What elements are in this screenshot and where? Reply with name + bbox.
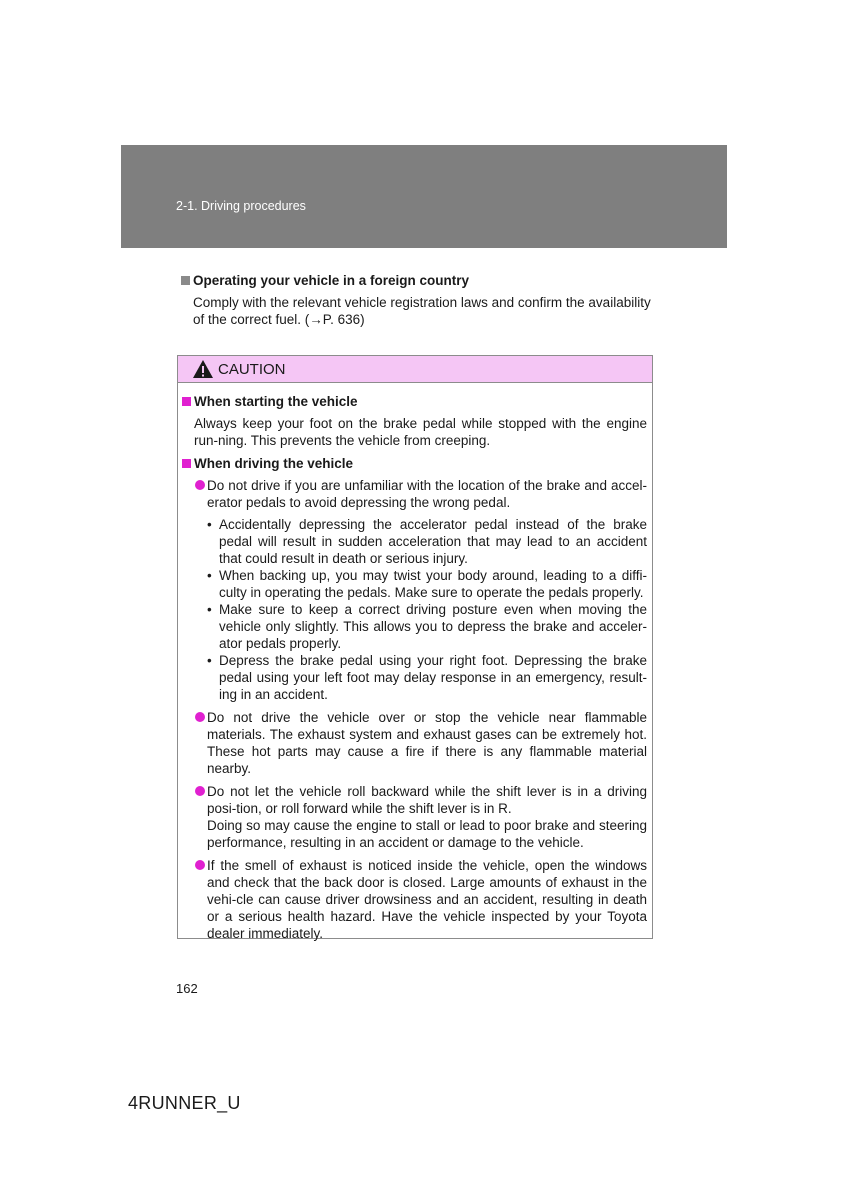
sub-list-item (207, 601, 647, 652)
bullet-text: Do not drive if you are unfamiliar with the location of the brake and accel-erator pedals to avoid depressing the wrong pedal. (207, 478, 647, 510)
dot-icon: • (207, 602, 212, 617)
starting-heading-text: When starting the vehicle (194, 394, 358, 409)
circle-bullet-icon (195, 786, 205, 796)
circle-bullet-icon (195, 712, 205, 722)
dot-icon: • (207, 653, 212, 668)
section-heading (181, 272, 651, 289)
document-code: 4RUNNER_U (128, 1093, 241, 1113)
circle-bullet-icon (195, 480, 205, 490)
bullet-text-continued: Doing so may cause the engine to stall or lead to poor brake and steering performance, resulting in an accident or damage to the vehicle. (207, 818, 647, 850)
driving-heading (182, 455, 647, 472)
caution-content (178, 383, 652, 942)
bullet-text: If the smell of exhaust is noticed inside the vehicle, open the windows and check that the back door is closed. Large amounts of exhaust in the vehi-cle can cause driver drowsiness and an accident, resulting in death or a serious health hazard. Have the vehicle inspected by your Toyota dealer immediately. (207, 858, 647, 941)
bullet-text: Do not let the vehicle roll backward while the shift lever is in a driving posi-tion, or roll forward while the shift lever is in R. (207, 784, 647, 816)
list-item (194, 709, 647, 777)
section-label: 2-1. Driving procedures (176, 199, 306, 213)
page-number: 162 (176, 981, 198, 996)
section-heading-text: Operating your vehicle in a foreign country (193, 273, 470, 288)
sub-list-item (207, 516, 647, 567)
header-band (121, 145, 727, 248)
sub-bullet-text: When backing up, you may twist your body around, leading to a diffi-culty in operating the pedals. Make sure to operate the pedals properly. (219, 568, 647, 600)
starting-body: Always keep your foot on the brake pedal while stopped with the engine run-ning. This prevents the vehicle from creeping. (194, 416, 647, 448)
square-bullet-icon (182, 397, 191, 406)
sub-list (207, 516, 647, 703)
section-body: Comply with the relevant vehicle registration laws and confirm the availability of the correct fuel. (→P. 636) (193, 295, 651, 327)
caution-header (178, 356, 652, 383)
sub-bullet-text: Accidentally depressing the accelerator pedal instead of the brake pedal will result in sudden acceleration that may lead to an accident that could result in death or serious injury. (219, 517, 647, 566)
square-bullet-icon (181, 276, 190, 285)
driving-heading-text: When driving the vehicle (194, 456, 354, 471)
sub-bullet-text: Make sure to keep a correct driving posture even when moving the vehicle only slightly. This allows you to depress the brake and acceler-ator pedals properly. (219, 602, 647, 651)
dot-icon: • (207, 568, 212, 583)
starting-heading (182, 393, 647, 410)
list-item (194, 477, 647, 703)
square-bullet-icon (182, 459, 191, 468)
circle-bullet-icon (195, 860, 205, 870)
caution-box (177, 355, 653, 939)
sub-list-item (207, 567, 647, 601)
list-item (194, 857, 647, 942)
sub-list-item (207, 652, 647, 703)
foreign-country-section (181, 272, 651, 328)
caution-title: CAUTION (218, 360, 286, 378)
bullet-text: Do not drive the vehicle over or stop the vehicle near flammable materials. The exhaust system and exhaust gases can be extremely hot. These hot parts may cause a fire if there is any flammable material nearby. (207, 710, 647, 776)
list-item (194, 783, 647, 851)
dot-icon: • (207, 517, 212, 532)
warning-triangle-icon (192, 359, 214, 379)
sub-bullet-text: Depress the brake pedal using your right foot. Depressing the brake pedal using your left foot may delay response in an emergency, result-ing in an accident. (219, 653, 647, 702)
